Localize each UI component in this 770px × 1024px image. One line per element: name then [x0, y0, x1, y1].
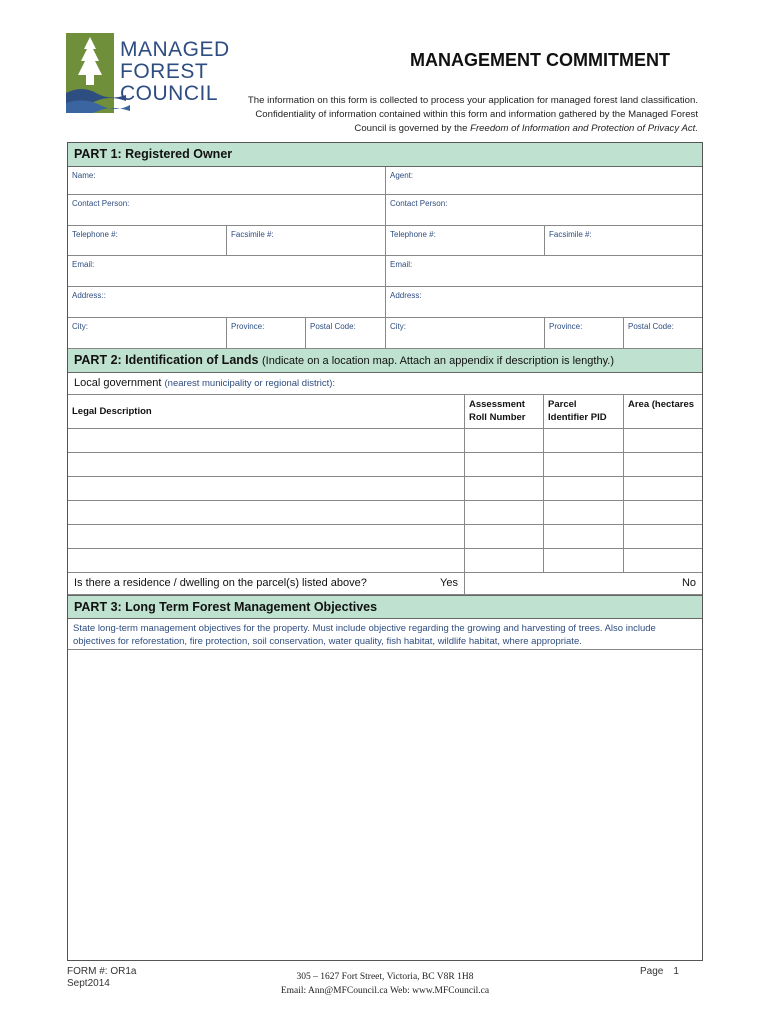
- agent-address-field[interactable]: Address:: [390, 291, 422, 300]
- residence-no-option[interactable]: No: [681, 577, 696, 589]
- page-title: MANAGEMENT COMMITMENT: [410, 50, 670, 70]
- parcel-pid-header: Parcel Identifier PID: [544, 395, 624, 428]
- agent-postal-field[interactable]: Postal Code:: [628, 322, 674, 331]
- objectives-text-area[interactable]: [68, 650, 702, 960]
- legal-description-row[interactable]: [68, 525, 702, 549]
- owner-telephone-field[interactable]: Telephone #:: [68, 226, 227, 255]
- owner-address-field[interactable]: Address::: [68, 287, 386, 317]
- part2-heading: PART 2: Identification of Lands (Indicate on a location map. Attach an appendix if description is lengthy.): [68, 349, 702, 373]
- owner-fax-field[interactable]: Facsimile #:: [227, 226, 386, 255]
- agent-email-field[interactable]: Email:: [390, 260, 413, 269]
- assessment-roll-header: Assessment Roll Number: [465, 395, 544, 428]
- owner-postal-field[interactable]: Postal Code:: [306, 318, 386, 348]
- management-commitment-form: [67, 142, 703, 961]
- owner-name-field[interactable]: Name:: [68, 167, 386, 194]
- owner-province-field[interactable]: Province:: [227, 318, 306, 348]
- owner-city-field[interactable]: City:: [68, 318, 227, 348]
- agent-contact-field[interactable]: Contact Person:: [390, 199, 448, 208]
- agent-province-field[interactable]: Province:: [545, 318, 624, 348]
- part3-heading: PART 3: Long Term Forest Management Objectives: [68, 595, 702, 619]
- logo-text: MANAGED FOREST COUNCIL: [120, 38, 230, 105]
- residence-question: Is there a residence / dwelling on the parcel(s) listed above? Yes: [68, 573, 465, 594]
- area-header: Area (hectares: [628, 399, 695, 410]
- agent-fax-field[interactable]: Facsimile #:: [549, 230, 592, 239]
- council-address: 305 – 1627 Fort Street, Victoria, BC V8R 1H8 Email: Ann@MFCouncil.ca Web: www.MFCouncil.ca: [280, 972, 490, 996]
- intro-text: The information on this form is collected to process your application for managed forest land classification. Confidentiality of information contained within this form and information gathered by the Managed Forest Council is governed by the Freedom of Information and Protection of Privacy Act.: [247, 95, 698, 134]
- yes-label: Yes: [440, 577, 458, 589]
- owner-contact-field[interactable]: Contact Person:: [68, 195, 386, 225]
- objectives-instructions: State long-term management objectives for the property. Must include objective regarding the growing and harvesting of trees. Also include objectives for reforestation, fire protection, soil conservation, water quality, fish habitat, wildlife habitat, where appropriate.: [68, 619, 702, 650]
- legal-description-row[interactable]: [68, 549, 702, 573]
- legal-description-row[interactable]: [68, 477, 702, 501]
- legal-description-row[interactable]: [68, 429, 702, 453]
- owner-email-field[interactable]: Email:: [68, 256, 386, 286]
- form-number: FORM #: OR1a Sept2014: [67, 966, 137, 989]
- agent-city-field[interactable]: City:: [386, 318, 545, 348]
- agent-field[interactable]: Agent:: [390, 171, 414, 180]
- part1-heading: PART 1: Registered Owner: [68, 143, 702, 167]
- legal-description-row[interactable]: [68, 453, 702, 477]
- agent-telephone-field[interactable]: Telephone #:: [386, 226, 545, 255]
- legal-description-row[interactable]: [68, 501, 702, 525]
- page-number: Page 1: [640, 966, 679, 977]
- legal-description-header: Legal Description: [68, 395, 465, 428]
- local-government-field[interactable]: Local government (nearest municipality or regional district):: [68, 373, 702, 395]
